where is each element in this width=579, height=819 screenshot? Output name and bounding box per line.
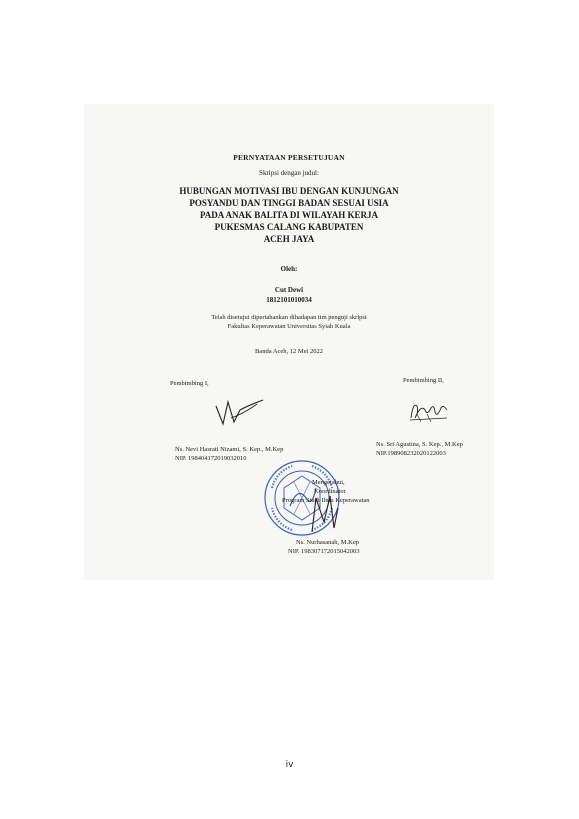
coordinator-line: Koordinator [314,488,346,495]
thesis-title [84,185,494,245]
document-heading: PERNYATAAN PERSETUJUAN [233,153,345,162]
supervisor2-name: Ns. Sri Agustina, S. Kep., M.Kep [376,441,463,448]
by-label: Oleh: [280,265,298,273]
coordinator-heading [282,478,370,505]
author-id: 1812101010034 [266,296,312,304]
coordinator-signoff [288,538,360,556]
supervisor1-label: Pembimbing I, [170,380,209,387]
supervisor1-signature [213,394,265,434]
supervisor2-signature [407,396,451,426]
approval-line: Telah disetujui dipertahankan dihadapan tim penguji skripsi [211,314,367,321]
title-line: PADA ANAK BALITA DI WILAYAH KERJA [199,210,379,220]
author-block [84,285,494,305]
coordinator-line: Program Studi Ilmu Keperawatan [282,497,370,504]
page-number: iv [285,760,294,770]
title-line: ACEH JAYA [263,234,315,244]
author-name: Cut Dewi [274,286,304,294]
title-line: POSYANDU DAN TINGGI BADAN SESUAI USIA [189,198,389,208]
supervisor1-nip: NIP. 198404172019032010 [175,455,247,462]
approval-statement [84,313,494,331]
document-subheading: Skripsi dengan judul: [259,169,319,177]
title-line: PUKESMAS CALANG KABUPATEN [214,222,364,232]
supervisor1-name: Ns. Nevi Hasrati Nizami, S. Kep., M.Kep [175,446,284,453]
supervisor2-label: Pembimbing II, [403,377,444,384]
coordinator-nip: NIP. 198307172015042003 [288,548,360,555]
coordinator-name: Ns. Nurhasanah, M.Kep [296,539,360,546]
supervisor2-nip: NIP.198908232020122003 [376,450,446,457]
approval-line: Fakultas Keperawatan Universitas Syiah Kuala [227,323,351,330]
place-date: Banda Aceh, 12 Mei 2022 [254,348,324,355]
coordinator-line: Mengetahui, [312,479,345,486]
title-line: HUBUNGAN MOTIVASI IBU DENGAN KUNJUNGAN [179,186,399,196]
supervisor2-block [376,440,463,458]
